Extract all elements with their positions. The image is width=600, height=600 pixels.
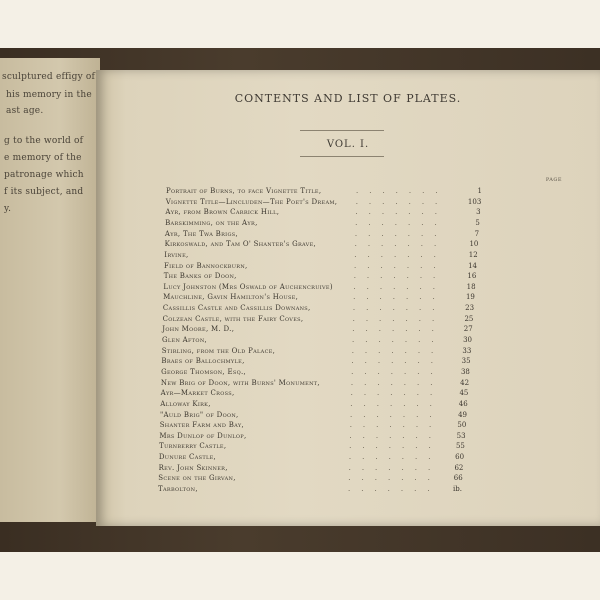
entry-title: Field of Bannockburn, xyxy=(164,261,248,270)
entry-page-number: 18 xyxy=(466,282,476,291)
entry-page-number: 55 xyxy=(455,442,465,451)
contents-entry xyxy=(96,230,600,241)
entry-title: Glen Afton, xyxy=(162,336,208,344)
leader-dots: ....... xyxy=(348,485,441,493)
entry-title: The Banks of Doon, xyxy=(163,272,237,281)
leader-dots: ....... xyxy=(352,314,446,323)
contents-entry xyxy=(96,325,600,336)
contents-page xyxy=(96,70,600,526)
left-page-text-line: ast age. xyxy=(6,106,44,116)
page-heading: CONTENTS AND LIST OF PLATES. xyxy=(234,92,462,105)
entry-page-number: 33 xyxy=(462,346,472,355)
entry-title: "Auld Brig" of Doon, xyxy=(160,410,239,419)
entry-page-number: 53 xyxy=(456,431,466,440)
contents-entry xyxy=(96,219,600,230)
left-page xyxy=(0,58,100,522)
entry-title: Turnberry Castle, xyxy=(159,442,227,451)
entry-page-number: 27 xyxy=(463,325,473,334)
entry-page-number: 14 xyxy=(468,261,477,270)
leader-dots: ....... xyxy=(351,357,444,366)
leader-dots: ....... xyxy=(348,474,441,483)
entry-page-number: 7 xyxy=(474,229,480,238)
entry-page-number: 25 xyxy=(464,314,474,323)
entry-page-number: 30 xyxy=(463,336,472,344)
page-column-header: PAGE xyxy=(545,177,562,183)
entry-page-number: 23 xyxy=(465,304,475,313)
left-page-text-line: sculptured effigy of xyxy=(2,72,96,82)
entry-page-number: 62 xyxy=(454,463,464,472)
leader-dots: ....... xyxy=(354,229,448,238)
contents-entry xyxy=(96,293,600,304)
entry-title: Mauchline, Gavin Hamilton's House, xyxy=(163,293,299,302)
entry-title: Braes of Ballochmyle, xyxy=(161,357,245,366)
entry-title: Ayr—Market Cross, xyxy=(160,389,235,398)
entry-page-number: 1 xyxy=(477,187,482,195)
entry-page-number: 35 xyxy=(461,357,471,366)
left-page-text-line: g to the world of xyxy=(4,136,84,146)
contents-entry xyxy=(96,357,600,368)
contents-entry xyxy=(96,240,600,251)
entry-title: John Moore, M. D., xyxy=(162,325,235,334)
entry-title: Barskimming, on the Ayr, xyxy=(165,218,258,227)
entry-title: Scene on the Girvan, xyxy=(158,474,236,483)
volume-label: VOL. I. xyxy=(326,139,370,150)
contents-entry xyxy=(96,442,600,453)
contents-entry xyxy=(96,485,600,496)
entry-title: Alloway Kirk, xyxy=(160,399,211,408)
contents-entry xyxy=(96,283,600,294)
contents-entry xyxy=(96,389,600,400)
leader-dots: ....... xyxy=(352,336,445,344)
left-page-text-line: e memory of the xyxy=(4,153,82,163)
entry-title: Dunure Castle, xyxy=(158,453,217,462)
contents-entry xyxy=(96,464,600,475)
entry-title: George Thomson, Esq., xyxy=(161,367,247,376)
contents-entry xyxy=(96,368,600,379)
contents-entry xyxy=(96,379,600,390)
entry-page-number: 46 xyxy=(458,399,468,408)
entry-title: Lucy Johnston (Mrs Oswald of Auchencruive) xyxy=(163,282,333,291)
plates-list xyxy=(96,70,600,526)
leader-dots: ....... xyxy=(352,325,445,334)
leader-dots: ....... xyxy=(351,346,445,355)
leader-dots: ....... xyxy=(350,378,444,387)
entry-title: Vignette Title—Lincluden—The Poet's Dream, xyxy=(165,197,338,206)
leader-dots: ....... xyxy=(349,431,442,440)
leader-dots: ....... xyxy=(355,208,448,217)
left-page-text-line: f its subject, and xyxy=(4,187,84,197)
contents-entry xyxy=(96,272,600,283)
entry-page-number: 60 xyxy=(455,453,465,462)
entry-page-number: 19 xyxy=(465,293,475,302)
contents-entry xyxy=(96,198,600,209)
contents-entry xyxy=(96,474,600,485)
entry-page-number: 45 xyxy=(459,389,469,398)
leader-dots: ....... xyxy=(348,463,442,472)
entry-title: New Brig of Doon, with Burns' Monument, xyxy=(160,378,320,387)
entry-title: Stirling, from the Old Palace, xyxy=(161,346,276,355)
leader-dots: ....... xyxy=(355,218,448,227)
entry-title: Kirkoswald, and Tam O' Shanter's Grave, xyxy=(164,240,317,249)
leader-dots: ....... xyxy=(352,304,446,313)
entry-title: Colzean Castle, with the Fairy Coves, xyxy=(162,314,304,323)
entry-title: Irvine, xyxy=(164,250,189,259)
entry-page-number: 50 xyxy=(457,421,467,430)
left-page-text-line: patronage which xyxy=(4,170,84,180)
leader-dots: ....... xyxy=(351,367,444,376)
left-page-text-line: his memory in the xyxy=(6,90,92,100)
contents-entry xyxy=(96,315,600,326)
contents-entry xyxy=(96,262,600,273)
leader-dots: ....... xyxy=(350,410,443,419)
entry-page-number: 49 xyxy=(458,410,467,419)
entry-page-number: ib. xyxy=(453,485,462,493)
entry-page-number: 66 xyxy=(453,474,463,483)
leader-dots: ....... xyxy=(350,389,444,398)
leader-dots: ....... xyxy=(350,399,443,408)
entry-title: Ayr, The Twa Brigs, xyxy=(164,229,238,238)
contents-entry xyxy=(96,453,600,464)
entry-page-number: 103 xyxy=(467,197,482,206)
contents-entry xyxy=(96,251,600,262)
leader-dots: ....... xyxy=(348,453,442,462)
leader-dots: ....... xyxy=(349,421,443,430)
contents-entry xyxy=(96,432,600,443)
entry-page-number: 10 xyxy=(469,240,479,249)
leader-dots: ....... xyxy=(354,261,447,270)
contents-entry xyxy=(96,347,600,358)
entry-title: Shanter Farm and Bay, xyxy=(159,421,244,430)
contents-entry xyxy=(96,336,600,347)
contents-entry xyxy=(96,304,600,315)
contents-entry xyxy=(96,187,600,198)
entry-title: Tarbolton, xyxy=(158,485,198,493)
leader-dots: ....... xyxy=(355,197,449,206)
leader-dots: ....... xyxy=(353,293,446,302)
entry-page-number: 3 xyxy=(476,208,481,217)
entry-title: Ayr, from Brown Carrick Hill, xyxy=(165,208,280,217)
leader-dots: ....... xyxy=(353,272,447,281)
entry-page-number: 38 xyxy=(460,367,470,376)
contents-entry xyxy=(96,421,600,432)
leader-dots: ....... xyxy=(349,442,442,451)
entry-page-number: 16 xyxy=(467,272,477,281)
leader-dots: ....... xyxy=(353,282,446,291)
entry-title: Mrs Dunlop of Dunlop, xyxy=(159,431,247,440)
entry-title: Rev. John Skinner, xyxy=(158,463,228,472)
contents-entry xyxy=(96,411,600,422)
contents-entry xyxy=(96,400,600,411)
contents-entry xyxy=(96,208,600,219)
entry-title: Portrait of Burns, to face Vignette Title, xyxy=(166,187,322,195)
entry-title: Cassillis Castle and Cassillis Downans, xyxy=(162,304,311,313)
entry-page-number: 5 xyxy=(475,218,480,227)
left-page-text-line: y. xyxy=(4,204,12,214)
entry-page-number: 42 xyxy=(460,378,470,387)
leader-dots: ....... xyxy=(354,250,447,259)
entry-page-number: 12 xyxy=(468,250,478,259)
leader-dots: ....... xyxy=(354,240,448,249)
leader-dots: ....... xyxy=(356,187,449,195)
